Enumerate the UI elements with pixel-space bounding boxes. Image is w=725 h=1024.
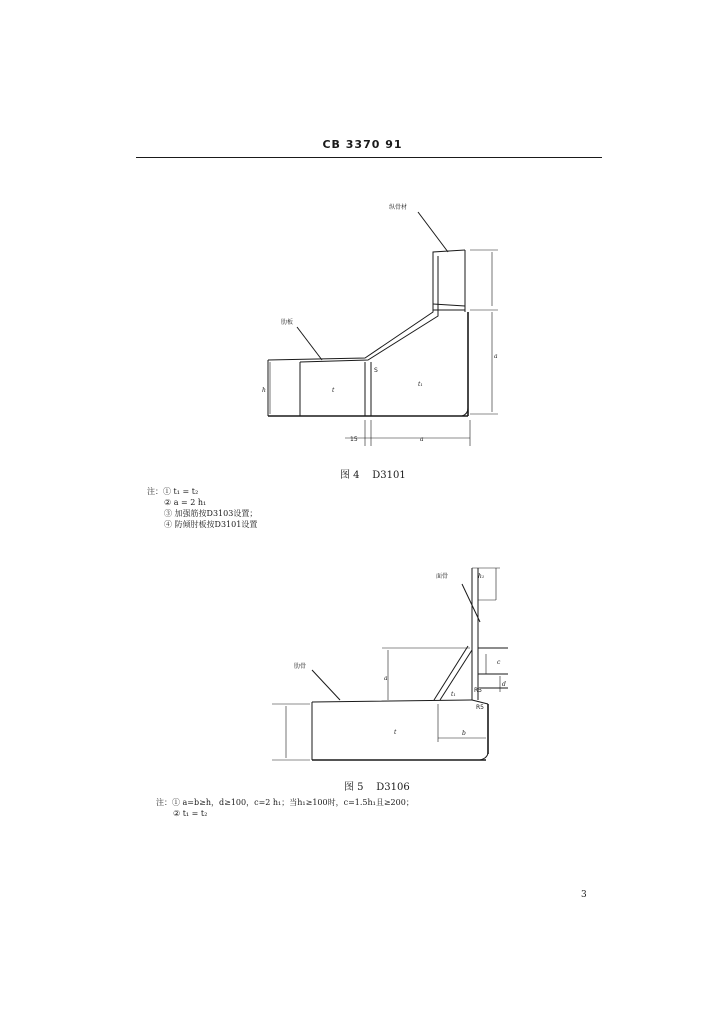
fig5-label-d: d <box>502 681 506 688</box>
fig4-label-s: S <box>374 367 378 374</box>
fig4-label-h: h <box>262 387 266 394</box>
fig4-label-t1: t₁ <box>418 381 423 388</box>
fig5-note-1: ① a=b≥h，d≥100，c=2 h₁；当h₁≥100时，c=1.5h₁且≥200； <box>172 798 414 807</box>
fig4-label-15: 15 <box>350 436 358 443</box>
fig5-caption-code: D3106 <box>376 782 410 793</box>
fig5-caption <box>344 778 410 793</box>
fig5-notes <box>156 797 414 819</box>
fig4-label-top-part: 纵骨材 <box>389 204 408 211</box>
fig4-note-2: ② a = 2 h₁ <box>164 498 207 507</box>
fig5-label-t1: t₁ <box>451 691 456 698</box>
fig5-label-h1: h₁ <box>478 573 485 580</box>
fig4-label-a-right: a <box>494 353 498 360</box>
fig4-note-1: ① t₁ = t₂ <box>163 487 199 496</box>
fig4-note-prefix: 注： <box>147 487 163 496</box>
fig5-caption-num: 图 5 <box>344 782 364 793</box>
fig5-label-t: t <box>394 729 397 736</box>
fig4-label-t: t <box>332 387 335 394</box>
fig5-note-2: ② t₁ = t₂ <box>173 809 208 818</box>
fig4-note-3: ③ 加强筋按D3103设置； <box>164 509 258 518</box>
fig5-label-a: a <box>384 675 388 682</box>
fig4-caption-num: 图 4 <box>340 470 360 481</box>
fig5-label-left-part: 肋骨 <box>294 663 307 670</box>
fig4-label-a-bottom: a <box>420 436 424 443</box>
fig5-label-r5-top: R5 <box>474 687 482 694</box>
standard-header: CB 3370 91 <box>322 138 403 151</box>
fig4-note-4: ④ 防倾肘板按D3101设置 <box>164 520 258 529</box>
fig4-caption-code: D3101 <box>372 470 406 481</box>
fig5-note-prefix: 注： <box>156 798 172 807</box>
fig5-label-b: b <box>462 730 466 737</box>
page-number: 3 <box>581 890 587 900</box>
fig5-label-c: c <box>497 659 501 666</box>
fig5-label-top-part: 面骨 <box>436 573 449 580</box>
fig5-label-r5-bot: R5 <box>476 704 484 711</box>
fig4-label-left-part: 肋板 <box>281 319 294 326</box>
